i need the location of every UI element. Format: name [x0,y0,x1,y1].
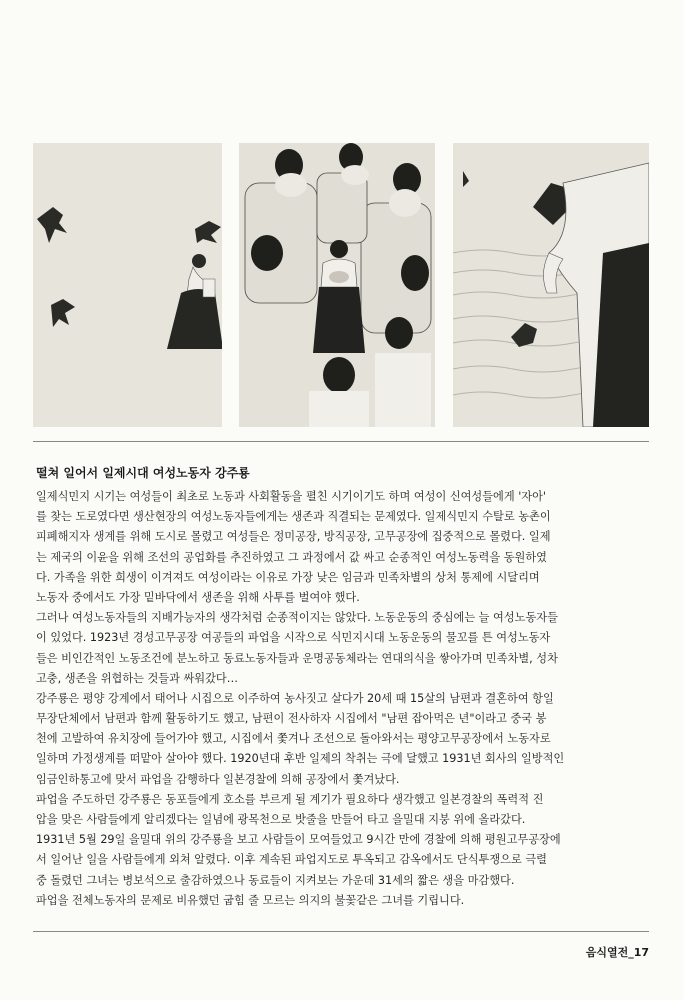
illustration-panel-2 [239,143,435,427]
article-body [36,487,646,911]
body-line: 중 돌렸던 그녀는 병보석으로 출감하였으나 동료들이 지켜보는 가운데 31세의 짧은 생을 마감했다. [36,873,515,887]
article-heading: 떨쳐 일어서 일제시대 여성노동자 강주룡 [36,466,250,480]
page-footer-label: 음식열전_17 [585,946,649,959]
illustration-hand-over-water [453,143,649,427]
body-line: 서 일어난 일을 사람들에게 외쳐 알렸다. 이후 계속된 파업지도로 투옥되고 감옥에서도 단식투쟁으로 극렬 [36,853,547,867]
illustration-panel-1 [33,143,222,427]
body-line: 파업을 주도하던 강주룡은 동포들에게 호소를 부르게 될 계기가 필요하다 생각했고 일본경찰의 폭력적 진 [36,792,544,806]
body-line: 다. 가족을 위한 희생이 이겨져도 여성이라는 이유로 가장 낮은 임금과 민족차별의 상처 통제에 시달리며 [36,570,540,584]
body-line: 압을 맞은 사람들에게 알리겠다는 일념에 광목천으로 밧줄을 만들어 타고 을밀대 지붕 위에 올라갔다. [36,813,526,826]
body-line: 무장단체에서 남편과 함께 활동하기도 했고, 남편이 전사하자 시집에서 "남편 잡아먹은 년"이라고 중국 봉 [36,712,547,726]
body-line: 고충, 생존을 위협하는 것들과 싸워갔다… [36,671,238,685]
body-line: 파업을 전체노동자의 문제로 비유했던 굽힘 줄 모르는 의지의 불꽃같은 그녀를 기립니다. [36,893,465,907]
body-line: 그러나 여성노동자들의 지배가능자의 생각처럼 순종적이지는 않았다. 노동운동의 중심에는 늘 여성노동자들 [36,611,558,625]
body-line: 이 있었다. 1923년 경성고무공장 여공들의 파업을 시작으로 식민지시대 노동운동의 물꼬를 튼 여성노동자 [36,631,551,645]
body-line: 강주룡은 평양 강계에서 태어나 시집으로 이주하여 농사짓고 살다가 20세 때 15살의 남편과 결혼하여 항일 [36,691,554,705]
divider-bottom [33,931,649,932]
body-line: 피폐해지자 생계를 위해 도시로 몰렸고 여성들은 정미공장, 방직공장, 고무공장에 집중적으로 몰렸다. 일제 [36,530,551,544]
body-line: 임금인하통고에 맞서 파업을 감행하다 일본경찰에 의해 공장에서 쫓겨났다. [36,772,400,786]
body-line: 일제식민지 시기는 여성들이 최초로 노동과 사회활동을 펼친 시기이기도 하며 여성이 신여성들에게 '자아' [36,490,546,503]
body-line: 천에 고발하여 유치장에 들어가야 했고, 시집에서 쫓겨나 조선으로 돌아와서는 평양고무공장에서 노동자로 [36,732,551,746]
illustration-panel-3 [453,143,649,427]
body-line: 노동자 중에서도 가장 밑바닥에서 생존을 위해 사투를 벌여야 했다. [36,590,360,604]
body-line: 는 제국의 이윤을 위해 조선의 공업화를 추진하였고 그 과정에서 값 싸고 순종적인 여성노동력을 동원하였 [36,550,547,564]
illustration-woman-with-birds [33,143,222,427]
body-line: 1931년 5월 29일 을밀대 위의 강주룡을 보고 사람들이 모여들었고 9시간 만에 경찰에 의해 평원고무공장에 [36,833,561,847]
body-line: 들은 비인간적인 노동조건에 분노하고 동료노동자들과 운명공동체라는 연대의식을 쌓아가며 민족차별, 성차 [36,651,558,665]
body-line: 를 찾는 도로였다면 생산현장의 여성노동자들에게는 생존과 직결되는 문제였다. 일제식민지 수탈로 농촌이 [36,510,551,524]
illustration-woman-with-baby [239,143,435,427]
body-line: 일하며 가정생계를 떠맡아 살아야 했다. 1920년대 후반 일제의 착취는 극에 달했고 1931년 회사의 일방적인 [36,752,565,766]
divider-top [33,441,649,442]
